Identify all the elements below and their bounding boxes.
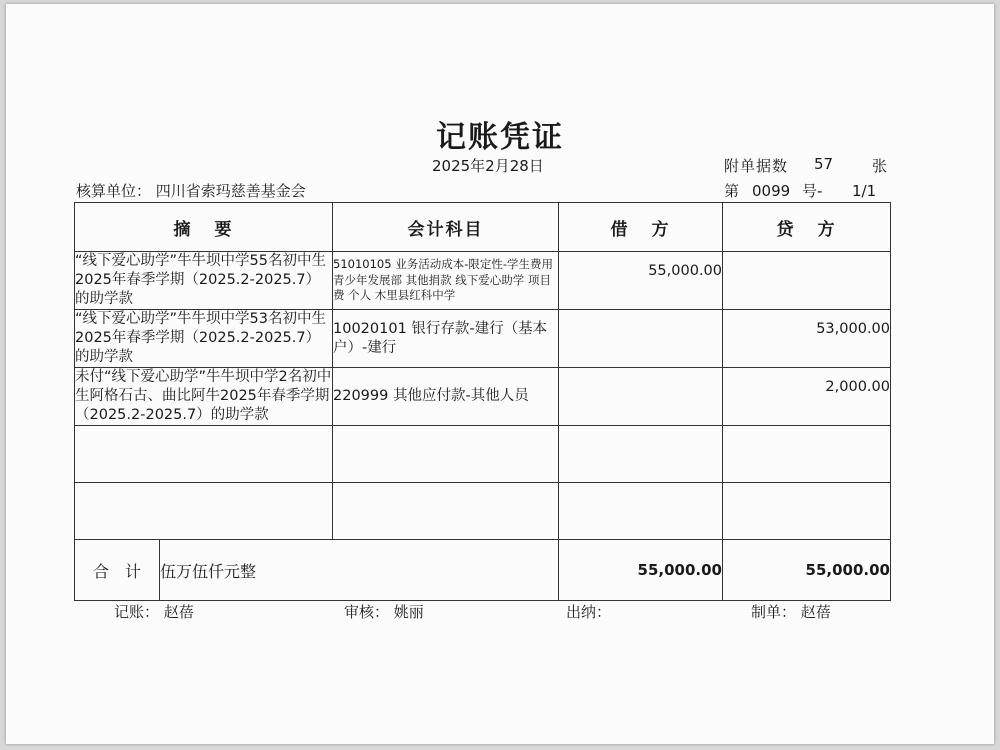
row-credit	[723, 483, 891, 540]
row-credit	[723, 426, 891, 483]
bookkeeper: 记账： 赵蓓	[114, 603, 194, 621]
accounting-unit: 核算单位： 四川省索玛慈善基金会	[76, 182, 306, 200]
row-summary: “线下爱心助学”牛牛坝中学55名初中生2025年春季学期（2025.2-2025.7）的助学款	[75, 252, 333, 310]
voucher-page	[6, 4, 994, 744]
header-account: 会计科目	[333, 203, 559, 252]
row-debit	[559, 368, 723, 426]
total-label: 合 计	[75, 540, 160, 600]
row-credit	[723, 252, 891, 310]
reviewer: 审核： 姚丽	[344, 603, 424, 621]
cashier: 出纳：	[566, 603, 612, 621]
row-credit: 53,000.00	[723, 310, 891, 368]
row-summary	[75, 426, 333, 483]
voucher-number	[724, 180, 876, 201]
attachments-unit: 张	[872, 157, 888, 175]
total-credit: 55,000.00	[723, 540, 891, 601]
total-debit: 55,000.00	[559, 540, 723, 601]
row-debit	[559, 483, 723, 540]
row-summary: 未付“线下爱心助学”牛牛坝中学2名初中生阿格石古、曲比阿牛2025年春季学期（2025.2-2025.7）的助学款	[75, 368, 333, 426]
voucher-number-value: 0099	[752, 182, 791, 200]
row-summary: “线下爱心助学”牛牛坝中学53名初中生2025年春季学期（2025.2-2025.7）的助学款	[75, 310, 333, 368]
table-row	[75, 483, 891, 540]
table-row	[75, 426, 891, 483]
header-debit: 借 方	[559, 203, 723, 252]
voucher-table	[74, 202, 891, 601]
table-row	[75, 252, 891, 310]
total-cell	[75, 540, 559, 601]
voucher-title: 记账凭证	[436, 120, 564, 155]
preparer: 制单： 赵蓓	[751, 603, 831, 621]
voucher-number-prefix: 第	[724, 182, 740, 200]
table-row	[75, 368, 891, 426]
row-account: 10020101 银行存款-建行（基本户）-建行	[333, 310, 559, 368]
header-credit: 贷 方	[723, 203, 891, 252]
row-account	[333, 426, 559, 483]
row-debit: 55,000.00	[559, 252, 723, 310]
table-header-row	[75, 203, 891, 252]
header-summary: 摘 要	[75, 203, 333, 252]
voucher-page-count: 1/1	[852, 182, 877, 200]
row-debit	[559, 426, 723, 483]
row-debit	[559, 310, 723, 368]
attachments-count: 57	[814, 155, 834, 173]
voucher-number-suffix: 号-	[802, 182, 823, 200]
row-account: 220999 其他应付款-其他人员	[333, 368, 559, 426]
row-credit: 2,000.00	[723, 368, 891, 426]
row-summary	[75, 483, 333, 540]
table-row	[75, 310, 891, 368]
row-account: 51010105 业务活动成本-限定性-学生费用 青少年发展部 其他捐款 线下爱心助学 项目费 个人 木里县红科中学	[333, 252, 559, 310]
total-amount-in-words: 伍万伍仟元整	[160, 561, 257, 581]
total-row	[75, 540, 891, 601]
attachments-label: 附单据数	[724, 157, 789, 175]
voucher-date: 2025年2月28日	[432, 157, 544, 175]
row-account	[333, 483, 559, 540]
